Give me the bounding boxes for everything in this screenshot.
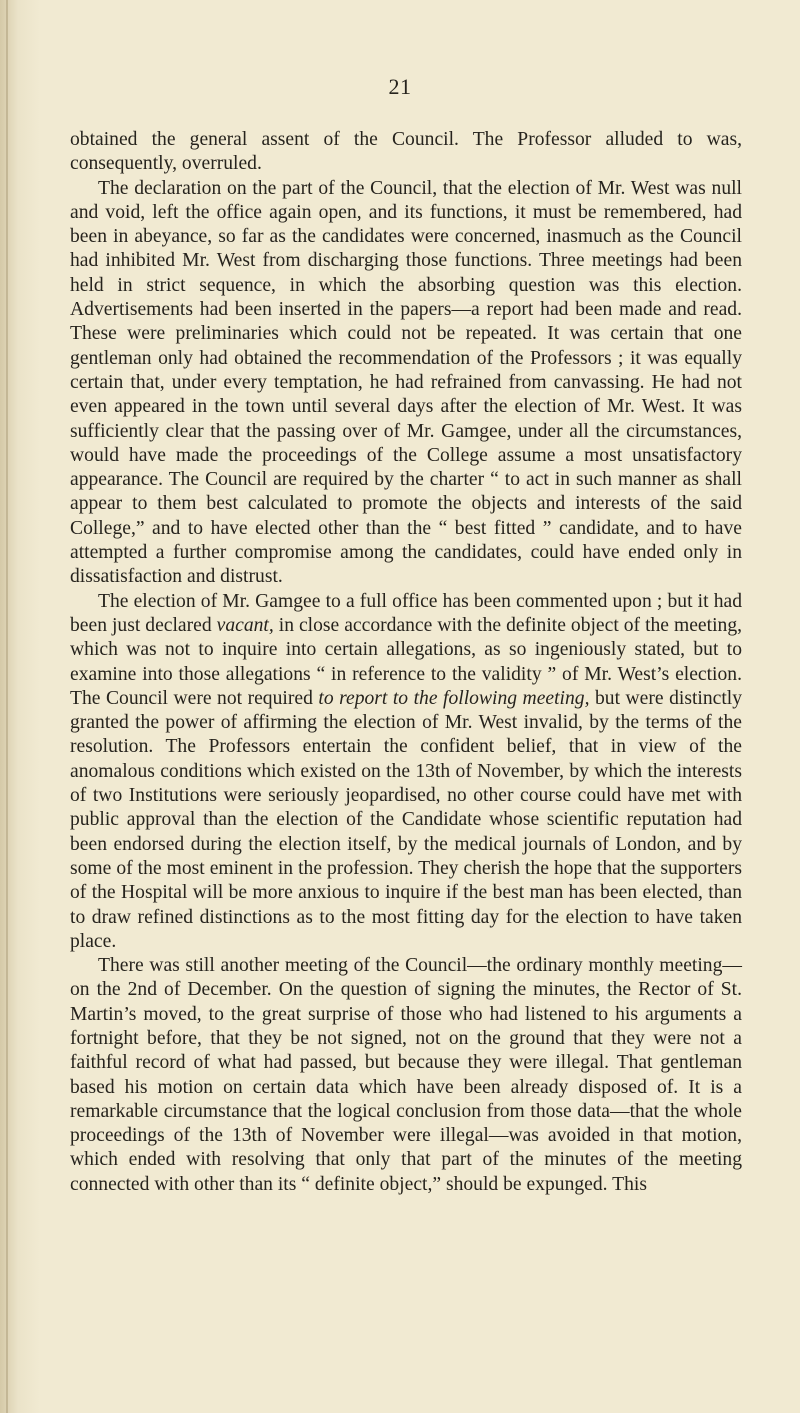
text-run: The declaration on the part of the Council, that the election of Mr. West was null and void, left the office again open, and its functions, it must be remembered, had been in abeyance, so far as the candidates were concerned, inasmuch as the Council had inhibited Mr. West from discharging those functions. Three meetings had been held in strict sequence, in which the absorbing question was this election. Advertisements had been inserted in the papers—a report had been made and read. These were preliminaries which could not be repeated. It was certain that one gentleman only had obtained the recommendation of the Professors ; it was equally certain that, under every temptation, he had refrained from canvassing. He had not even appeared in the town until several days after the election of Mr. West. It was sufficiently clear that the passing over of Mr. Gamgee, under all the circumstances, would have made the proceedings of the College assume a most unsatisfactory appearance. The Council are required by the charter “ to act in such manner as shall appear to them best calculated to promote the objects and interests of the said College,” and to have elected other than the “ best fitted ” candidate, and to have attempted a further compromise among the candidates, could have ended only in dissatisfaction and distrust. [70, 177, 742, 588]
binding-gutter [6, 0, 8, 1413]
text-run: in close accordance with the definite object of the meeting, which was not to inquire into certain allegations, as so ingeniously stated, but to examine into those allegations “ in reference to the validity ” of Mr. West’s election. The Council were not required [70, 614, 743, 709]
text-run: obtained the general assent of the Council. The Professor alluded to was, consequently, overruled. [70, 129, 742, 175]
paragraph-1 [70, 128, 742, 177]
italic-phrase: vacant, [216, 614, 274, 636]
body-text [70, 128, 742, 1197]
paragraph-3 [70, 590, 742, 954]
text-run: but were distinctly granted the power of affirming the election of Mr. West invalid, by the terms of the resolution. The Professors entertain the confident belief, that in view of the anomalous conditions which existed on the 13th of November, by which the interests of two Institutions were seriously jeopardised, no other course could have met with public approval than the election of the Candidate whose scientific reputation had been endorsed during the election itself, by the medical journals of London, and by some of the most eminent in the profession. They cherish the hope that the supporters of the Hospital will be more anxious to inquire if the best man has been elected, than to draw refined distinctions as to the most fitting day for the election to have taken place. [70, 687, 743, 952]
paragraph-4 [70, 954, 742, 1197]
page-number: 21 [388, 74, 412, 99]
text-run: The election of Mr. Gamgee to a full office has been commented upon ; but it had been just declared [70, 590, 742, 636]
text-run: There was still another meeting of the Council—the ordinary monthly meeting—on the 2nd of December. On the question of signing the minutes, the Rector of St. Martin’s moved, to the great surprise of those who had listened to his arguments a fortnight before, that they be not signed, not on the ground that they were not a faithful record of what had passed, but because they were illegal. That gentleman based his motion on certain data which have been already disposed of. It is a remarkable circumstance that the logical conclusion from those data—that the whole proceedings of the 13th of November were illegal—was avoided in that motion, which ended with resolving that only that part of the minutes of the meeting connected with other than its “ definite object,” should be expunged. This [70, 955, 742, 1195]
paragraph-2 [70, 177, 742, 590]
italic-phrase: to report to the following meeting, [318, 687, 590, 709]
